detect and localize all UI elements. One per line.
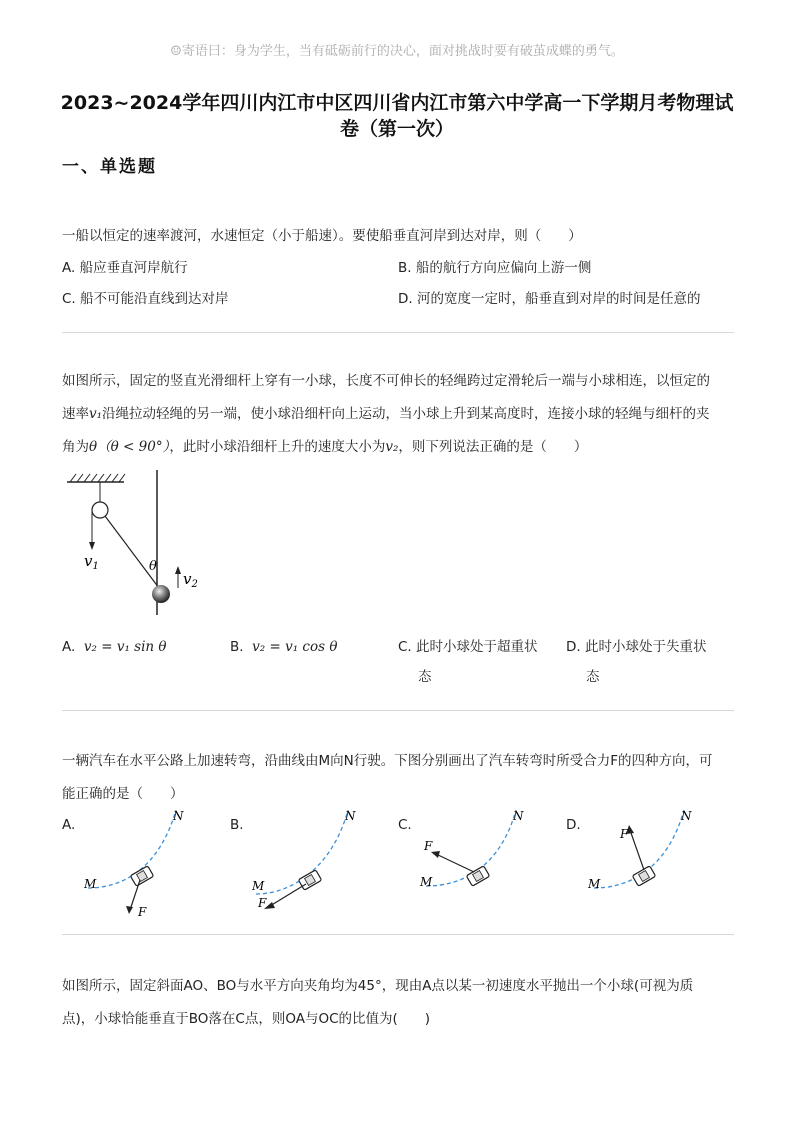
q1-option-b[interactable]: B. 船的航行方向应偏向上游一侧 — [398, 260, 592, 276]
ball — [152, 585, 170, 603]
motto-text: ☺寄语曰：身为学生，当有砥砺前行的决心，面对挑战时要有破茧成蝶的勇气。 — [170, 44, 624, 59]
q4-line-1: 如图所示，固定斜面AO、BO与水平方向夹角均为45°，现由A点以某一初速度水平抛出一个小球(可视为质 — [62, 978, 694, 994]
q3-figure-b[interactable] — [248, 806, 368, 921]
q1-stem: 一船以恒定的速率渡河，水速恒定（小于船速）。要使船垂直河岸到达对岸，则（ ） — [62, 228, 582, 244]
q2-option-d[interactable]: D. 此时小球处于失重状 态 — [566, 639, 707, 685]
q2-option-b[interactable]: B. v₂ = v₁ cos θ — [230, 639, 338, 655]
divider — [62, 934, 734, 935]
divider — [62, 332, 734, 333]
q3-option-c-label[interactable]: C. — [398, 817, 412, 833]
q2-option-a[interactable]: A. v₂ = v₁ sin θ — [62, 639, 167, 655]
q4-stem — [62, 970, 734, 1036]
q2-line-3: 角为θ（θ < 90°），此时小球沿细杆上升的速度大小为v₂，则下列说法正确的是（ ） — [62, 439, 588, 455]
svg-text:N: N — [513, 809, 524, 823]
q3-option-d-label[interactable]: D. — [566, 817, 581, 833]
svg-text:F: F — [620, 827, 629, 841]
svg-text:F: F — [424, 839, 433, 853]
svg-text:M: M — [84, 877, 97, 891]
theta-label: θ — [149, 559, 157, 574]
svg-text:F: F — [138, 905, 147, 919]
divider — [62, 710, 734, 711]
q3-figure-d[interactable] — [584, 806, 704, 921]
q1-option-c[interactable]: C. 船不可能沿直线到达对岸 — [62, 291, 229, 307]
q3-line-1: 一辆汽车在水平公路上加速转弯，沿曲线由M向N行驶。下图分别画出了汽车转弯时所受合力F的四种方向，可 — [62, 753, 713, 769]
q3-option-a-label[interactable]: A. — [62, 817, 76, 833]
q3-figure-a[interactable] — [80, 806, 200, 921]
q2-option-c[interactable]: C. 此时小球处于超重状 态 — [398, 639, 538, 685]
svg-text:N: N — [173, 809, 184, 823]
title-line-1: 2023~2024学年四川内江市中区四川省内江市第六中学高一下学期月考物理试 — [60, 92, 734, 114]
svg-text:F: F — [258, 896, 267, 910]
q2-line-2: 速率v₁沿绳拉动轻绳的另一端，使小球沿细杆向上运动，当小球上升到某高度时，连接小球的轻绳与细杆的夹 — [62, 406, 710, 422]
q2-stem — [62, 365, 734, 464]
svg-text:N: N — [681, 809, 692, 823]
svg-text:M: M — [420, 875, 433, 889]
q3-stem — [62, 745, 734, 811]
v1-label: $v_1$ — [84, 552, 99, 572]
q2-line-1: 如图所示，固定的竖直光滑细杆上穿有一小球，长度不可伸长的轻绳跨过定滑轮后一端与小球相连，以恒定的 — [62, 373, 710, 389]
q3-figure-c[interactable] — [416, 806, 536, 921]
svg-text:N: N — [345, 809, 356, 823]
svg-text:M: M — [588, 877, 601, 891]
q3-line-2: 能正确的是（ ） — [62, 786, 184, 802]
q1-option-a[interactable]: A. 船应垂直河岸航行 — [62, 260, 188, 276]
q4-line-2: 点)，小球恰能垂直于BO落在C点，则OA与OC的比值为( ) — [62, 1011, 431, 1027]
page-title — [50, 90, 744, 142]
title-line-2: 卷（第一次） — [339, 118, 454, 140]
q3-option-b-label[interactable]: B. — [230, 817, 244, 833]
svg-text:M: M — [252, 879, 265, 893]
section-heading: 一、单选题 — [62, 157, 157, 177]
v2-label: $v_2$ — [183, 570, 198, 590]
q1-option-d[interactable]: D. 河的宽度一定时，船垂直到对岸的时间是任意的 — [398, 291, 701, 307]
pulley-figure — [62, 470, 212, 615]
